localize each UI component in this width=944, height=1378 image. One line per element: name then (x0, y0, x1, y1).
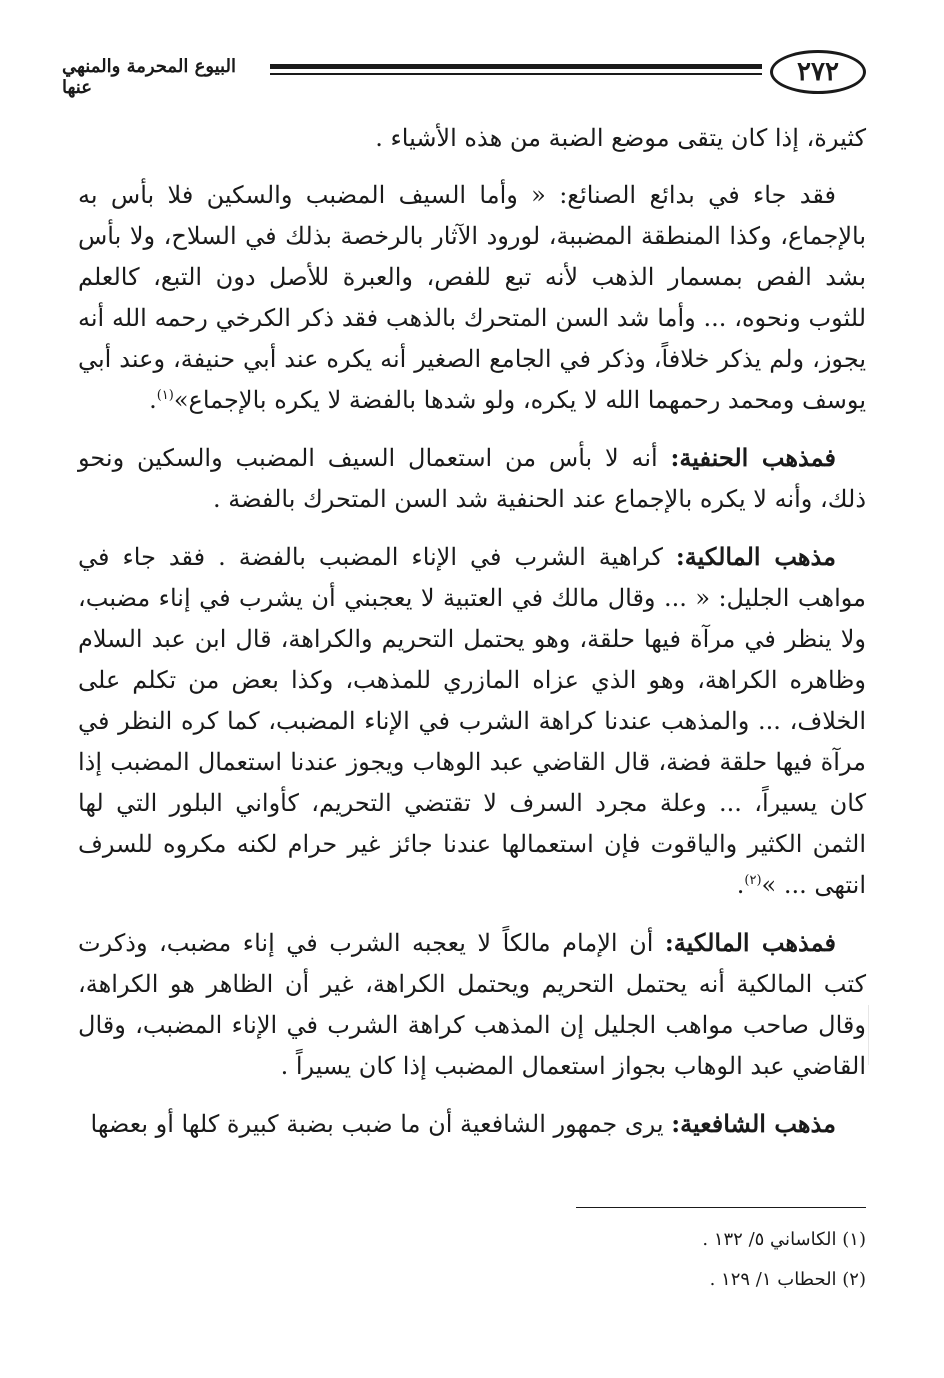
header-rule-thick (270, 64, 762, 69)
paragraph-tail: . (149, 386, 157, 414)
paragraph-tail: . (736, 871, 745, 899)
footnote-ref: (١) (156, 388, 174, 403)
paragraph-text: فقد جاء في بدائع الصنائع: « وأما السيف المضبب والسكين فلا بأس به بالإجماع، وكذا المنطقة المضببة، لورود الآثار بالرخصة بذلك في السلاح، ولا بأس بشد الفص بمسمار الذهب لأنه تبع للفص، والعبرة للأصل دون التبع، كالعلم للثوب ونحوه، ... وأما شد السن المتحرك بالذهب فقد ذكر الكرخي رحمه الله أنه يجوز، ولم يذكر خلافاً، وذكر في الجامع الصغير أنه يكره عند أبي حنيفة، وعند أبي يوسف ومحمد رحمهما الله لا يكره، ولو شدها بالفضة لا يكره بالإجماع» (78, 181, 866, 414)
paragraph-lead: فمذهب المالكية: (664, 928, 836, 957)
paragraph-hanafi-summary (78, 437, 866, 520)
paragraph-shafii (78, 1103, 866, 1145)
paragraph-text: أن الإمام مالكاً لا يعجبه الشرب في إناء مضبب، وذكرت كتب المالكية أنه يحتمل التحريم ويحتمل الكراهة، غير أن الظاهر هو الكراهة، وقال صاحب مواهب الجليل إن المذهب كراهة الشرب في الإناء المضبب، وقال القاضي عبد الوهاب بجواز استعمال المضبب إذا كان يسيراً . (78, 929, 866, 1080)
paragraph-maliki-quote (78, 536, 866, 906)
paragraph-text: كراهية الشرب في الإناء المضبب بالفضة . فقد جاء في مواهب الجليل: « ... وقال مالك في العتبية لا يعجبني أن يشرب في إناء مضبب، ولا ينظر في مرآة فيها حلقة، وهو يحتمل التحريم والكراهة، قال ابن عبد السلام وظاهره الكراهة، وهو الذي عزاه المازري للمذهب، وكذا بعض من تكلم على الخلاف، ... والمذهب عندنا كراهة الشرب في الإناء المضبب، كما كره النظر في مرآة فيها حلقة فضة، قال القاضي عبد الوهاب ويجوز عندنا استعمال المضبب إذا كان يسيراً، ... وعلة مجرد السرف لا تقتضي التحريم، كأواني البلور التي لها الثمن الكثير والياقوت فإن استعمالها عندنا جائز غير حرام لكنه مكروه للسرف انتهى ... » (78, 543, 866, 899)
footnote-item: (١) الكاساني ٥/ ١٣٢ . (702, 1229, 866, 1250)
paragraph-text: أنه لا بأس من استعمال السيف المضبب والسكين ونحو ذلك، وأنه لا يكره بالإجماع عند الحنفية شد السن المتحرك بالفضة . (78, 444, 866, 513)
paragraph-badai-quote (78, 175, 866, 421)
footnote-item: (٢) الحطاب ١/ ١٢٩ . (709, 1269, 866, 1290)
paragraph-lead: مذهب الشافعية: (671, 1109, 836, 1138)
footnotes (366, 1220, 866, 1300)
paragraph-text: يرى جمهور الشافعية أن ما ضبب بضبة كبيرة كلها أو بعضها (90, 1110, 672, 1138)
header-rule-thin (270, 73, 762, 75)
page-number: ٢٧٢ (770, 50, 866, 94)
paragraph-lead: مذهب المالكية: (675, 542, 837, 571)
paragraph-lead: فمذهب الحنفية: (670, 443, 836, 472)
footnote-separator (576, 1207, 866, 1208)
paragraph-maliki-summary (78, 922, 866, 1087)
footnote-ref: (٢) (744, 873, 762, 888)
paragraph-text: كثيرة، إذا كان يتقى موضع الضبة من هذه الأشياء . (375, 124, 866, 152)
page-header (62, 50, 866, 96)
scan-artifact-line (868, 1005, 869, 1065)
paragraph-continuation (78, 118, 866, 159)
running-title: البيوع المحرمة والمنهي عنها (62, 56, 236, 98)
body-text (78, 118, 866, 1161)
